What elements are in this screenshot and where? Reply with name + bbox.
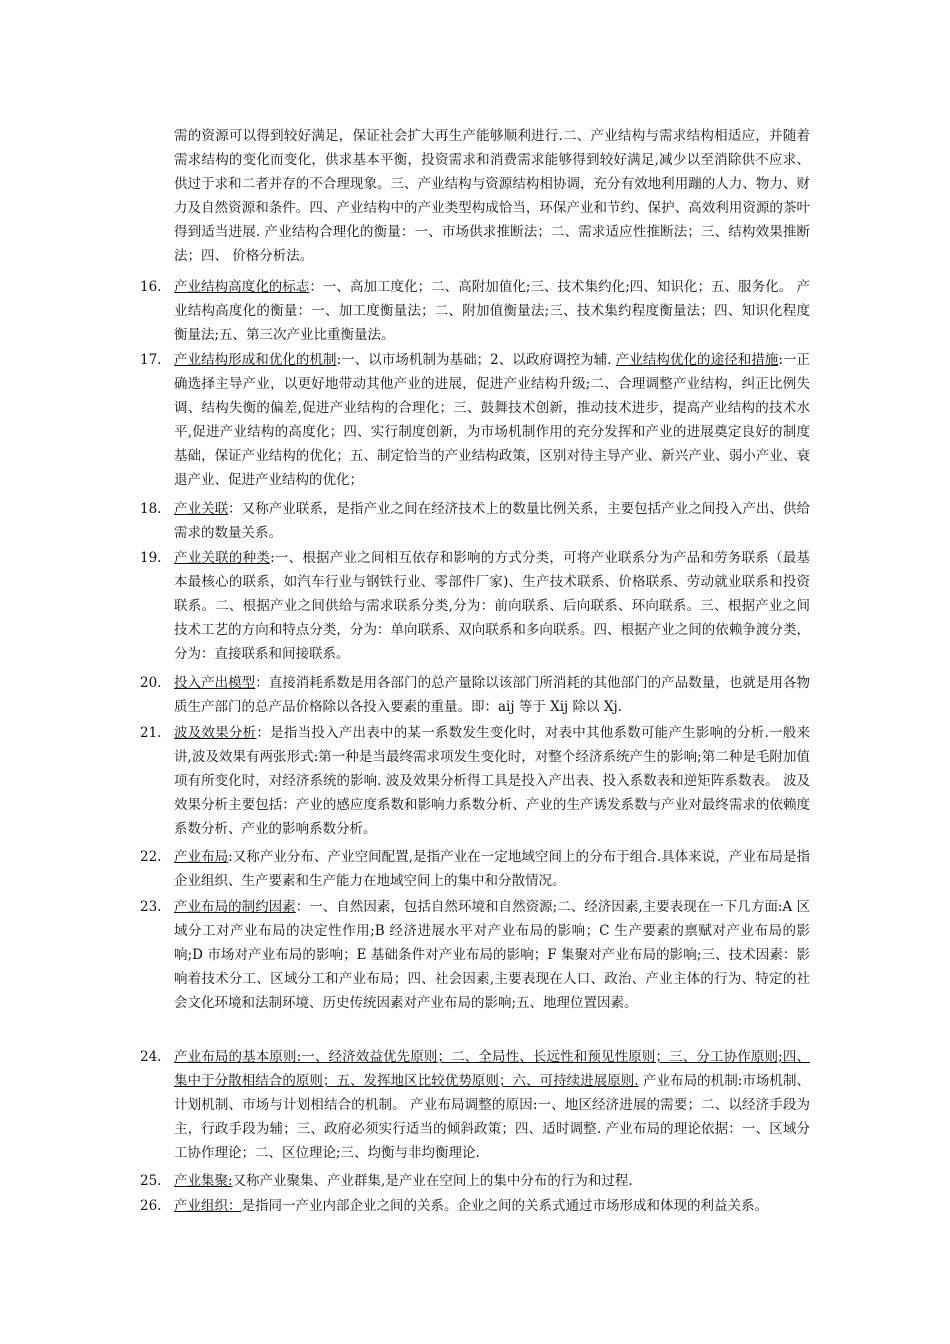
term: 产业集聚: (174, 1173, 233, 1189)
item-number: 24. (140, 1049, 162, 1065)
item-text (174, 845, 810, 893)
term-secondary: 产业结构优化的途径和措施 (615, 352, 779, 368)
term-body: :又称产业分布、产业空间配置,是指产业在一定地域空间上的分布于组合.具体来说，产业布局是指企业组织、生产要素和生产能力在地域空间上的集中和分散情况。 (174, 849, 810, 889)
term-body: ：一、自然因素，包括自然环境和自然资源;二、经济因素,主要表现在一下几方面:A 区域分工对产业布局的决定性作用;B 经济进展水平对产业布局的影响；C 生产要素的禀赋对产业布局的影响;D 市场对产业布局的影响；E 基础条件对产业布局的影响；F 集聚对产业布局的影响;三、技术因素：影响着技术分工、区域分工和产业布局；四、社会因素,主要表现在人口、政治、产业主体的行为、特定的社会文化环境和法制环境、历史传统因素对产业布局的影响;五、地理位置因素。 (174, 899, 810, 1011)
term: 产业布局 (174, 849, 229, 865)
term-body-secondary: :一正确选择主导产业，以更好地带动其他产业的进展，促进产业结构升级;二、合理调整产业结构，纠正比例失调、结构失衡的偏差,促进产业结构的合理化；三、鼓舞技术创新，推动技术进步，提高产业结构的技术水平,促进产业结构的高度化；四、实行制度创新，为市场机制作用的充分发挥和产业的进展奠定良好的制度基础，保证产业结构的优化；五、制定恰当的产业结构政策，区别对待主导产业、新兴产业、弱小产业、衰退产业、促进产业结构的优化； (174, 352, 810, 488)
term: 产业关联 (174, 501, 229, 517)
term: 产业组织： (174, 1198, 242, 1214)
term: 投入产出模型 (174, 675, 256, 691)
item-text (174, 1194, 810, 1218)
item-text (174, 1045, 810, 1165)
term: 波及效果分析 (174, 725, 257, 741)
item-number: 26. (140, 1198, 162, 1214)
term-body: ：直接消耗系数是用各部门的总产量除以该部门所消耗的其他部门的产品数量，也就是用各物质生产部门的总产品价格除以各投入要素的重量。即：aij 等于 Xij 除以 Xj. (174, 675, 811, 715)
term: 产业布局的制约因素 (174, 899, 296, 915)
item-number: 25. (140, 1173, 162, 1189)
term-body: 又称产业聚集、产业群集,是产业在空间上的集中分布的行为和过程. (232, 1173, 633, 1189)
item-number: 21. (140, 725, 162, 741)
item-number: 19. (140, 550, 162, 566)
item-text (174, 546, 810, 666)
term: 产业布局的基本原则:一、经济效益优先原则；二、全局性、长远性和预见性原则；三、分工协作原则;四、集中于分散相结合的原则；五、发挥地区比较优势原则；六、可持续进展原则. (174, 1049, 810, 1089)
term: 产业关联的种类 (174, 550, 271, 566)
term-body: :一、根据产业之间相互依存和影响的方式分类，可将产业联系分为产品和劳务联系（最基本最核心的联系，如汽车行业与钢铁行业、零部件厂家)、生产技术联系、价格联系、劳动就业联系和投资联系。二、根据产业之间供给与需求联系分类,分为：前向联系、后向联系、环向联系。三、根据产业之间技术工艺的方向和特点分类，分为：单向联系、双向联系和多向联系。四、根据产业之间的依赖争渡分类，分为：直接联系和间接联系。 (174, 550, 810, 662)
item-text (174, 348, 810, 492)
term-body: 产业布局的机制:市场机制、计划机制、市场与计划相结合的机制。 产业布局调整的原因:一、地区经济进展的需要；二、以经济手段为主，行政手段为辅；三、政府必须实行适当的倾斜政策；四、适时调整. 产业布局的理论依据：一、区域分工协作理论；二、区位理论;三、均衡与非均衡理论. (174, 1073, 810, 1161)
item-number: 16. (140, 279, 162, 295)
term-body: ：又称产业联系，是指产业之间在经济技术上的数量比例关系，主要包括产业之间投入产出、供给需求的数量关系。 (174, 501, 811, 541)
term-body: ：一、高加工度化；二、高附加值化;三、技术集约化;四、知识化；五、服务化。 产业结构高度化的衡量：一、加工度衡量法；二、附加值衡量法;三、技术集约程度衡量法；四、知识化程度衡量法;五、第三次产业比重衡量法。 (174, 279, 811, 343)
item-number: 18. (140, 501, 162, 517)
item-number: 17. (140, 352, 162, 368)
item-text (174, 275, 810, 347)
item-text (174, 1169, 810, 1193)
item-text (174, 497, 810, 545)
item-number: 20. (140, 675, 162, 691)
item-text (174, 671, 810, 719)
term-body: 是指同一产业内部企业之间的关系。企业之间的关系式通过市场形成和体现的利益关系。 (241, 1198, 768, 1214)
term-body: :一、以市场机制为基础；2、以政府调控为辅. (336, 352, 616, 368)
intro-paragraph: 需的资源可以得到较好满足，保证社会扩大再生产能够顺利进行.二、产业结构与需求结构相适应，并随着需求结构的变化而变化，供求基本平衡，投资需求和消费需求能够得到较好满足,减少以至消除供不应求、供过于求和二者并存的不合理现象。三、产业结构与资源结构相协调，充分有效地利用蹦的人力、物力、财力及自然资源和条件。四、产业结构中的产业类型构成恰当，环保产业和节约、保护、高效利用资源的茶叶得到适当进展. 产业结构合理化的衡量：一、市场供求推断法；二、需求适应性推断法；三、结构效果推断法；四、 价格分析法。 (174, 128, 810, 264)
item-text (174, 895, 810, 1015)
term-body: ：是指当投入产出表中的某一系数发生变化时，对表中其他系数可能产生影响的分析.一般来讲,波及效果有两张形式:第一种是当最终需求项发生变化时，对整个经济系统产生的影响;第二种是毛附加值项有所变化时，对经济系统的影响. 波及效果分析得工具是投入产出表、投入系数表和逆矩阵系数表。 波及效果分析主要包括：产业的感应度系数和影响力系数分析、产业的生产诱发系数与产业对最终需求的依赖度系数分析、产业的影响系数分析。 (174, 725, 811, 837)
term: 产业结构高度化的标志 (174, 279, 310, 295)
term: 产业结构形成和优化的机制 (174, 352, 337, 368)
item-number: 22. (140, 849, 162, 865)
item-text (174, 721, 810, 841)
item-number: 23. (140, 899, 162, 915)
